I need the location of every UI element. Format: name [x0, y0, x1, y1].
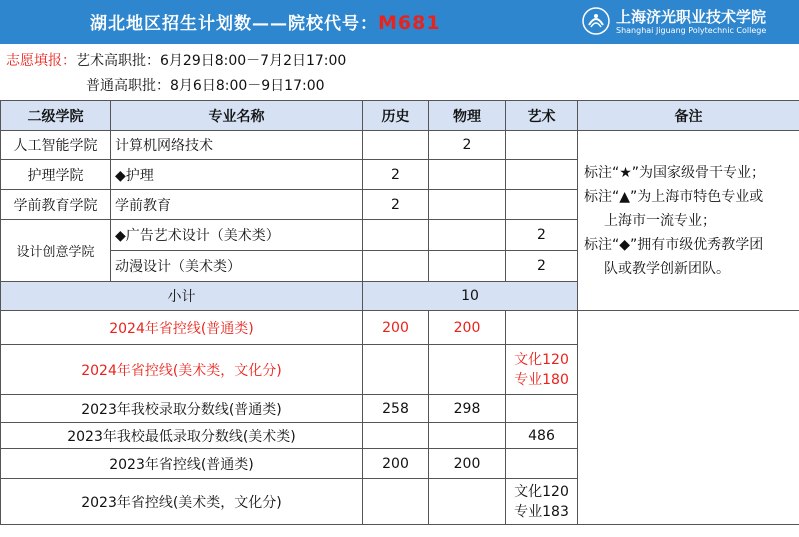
score-physics: 200 [429, 449, 506, 479]
score-history: 258 [363, 395, 429, 423]
art-cell [506, 190, 578, 220]
score-art [506, 479, 578, 525]
score-art [506, 395, 578, 423]
score-label: 2023年我校最低录取分数线(美术类) [1, 423, 363, 449]
header-art: 艺术 [506, 101, 578, 131]
physics-cell [429, 160, 506, 190]
school-code: M681 [378, 12, 441, 34]
history-cell [363, 131, 429, 160]
score-art [506, 449, 578, 479]
score-history [363, 423, 429, 449]
physics-cell [429, 220, 506, 251]
art-cell: 2 [506, 251, 578, 282]
score-label: 2023年省控线(普通类) [1, 449, 363, 479]
remark-line: 上海市一流专业； [604, 212, 716, 229]
notice-art-batch: 艺术高职批：6月29日8:00－7月2日17:00 [76, 53, 347, 69]
logo-chinese-name: 上海济光职业技术学院 [616, 8, 767, 26]
notice-general-batch: 普通高职批：8月6日8:00－9日17:00 [86, 78, 325, 94]
physics-cell: 2 [429, 131, 506, 160]
remark-line: 队或教学创新团队。 [604, 260, 730, 277]
physics-cell [429, 190, 506, 220]
enrollment-plan-table [0, 100, 799, 525]
score-art-culture: 文化120 [514, 483, 569, 500]
physics-cell [429, 251, 506, 282]
history-cell: 2 [363, 160, 429, 190]
header-physics: 物理 [429, 101, 506, 131]
notice-label: 志愿填报： [6, 53, 76, 69]
remark-cell [578, 131, 799, 311]
major-cell: 计算机网络技术 [111, 131, 363, 160]
table-row [1, 131, 799, 160]
table-header-row [1, 101, 799, 131]
header-major: 专业名称 [111, 101, 363, 131]
notice-line-1 [6, 50, 346, 70]
score-label: 2024年省控线(普通类) [1, 311, 363, 345]
score-art-culture: 文化120 [514, 351, 569, 368]
history-cell: 2 [363, 190, 429, 220]
major-cell: ◆广告艺术设计（美术类） [111, 220, 363, 251]
art-cell: 2 [506, 220, 578, 251]
score-art [506, 311, 578, 345]
subtotal-value: 10 [363, 282, 578, 311]
score-history: 200 [363, 311, 429, 345]
major-cell: 学前教育 [111, 190, 363, 220]
score-label: 2024年省控线(美术类，文化分) [1, 345, 363, 395]
college-cell: 学前教育学院 [1, 190, 111, 220]
score-physics [429, 345, 506, 395]
history-cell [363, 251, 429, 282]
college-cell: 护理学院 [1, 160, 111, 190]
score-history [363, 479, 429, 525]
title-text: 湖北地区招生计划数——院校代号： [90, 14, 378, 34]
major-cell: ◆护理 [111, 160, 363, 190]
header-remark: 备注 [578, 101, 799, 131]
remark-line: 标注“★”为国家级骨干专业； [584, 164, 766, 181]
art-cell [506, 160, 578, 190]
score-physics: 200 [429, 311, 506, 345]
score-physics: 298 [429, 395, 506, 423]
score-label: 2023年省控线(美术类，文化分) [1, 479, 363, 525]
history-cell [363, 220, 429, 251]
score-art-major: 专业183 [514, 503, 569, 520]
score-art [506, 345, 578, 395]
school-emblem-icon [582, 7, 610, 35]
remark-line: 标注“◆”拥有市级优秀教学团 [584, 236, 764, 253]
college-cell: 人工智能学院 [1, 131, 111, 160]
notice-line-2 [86, 75, 325, 95]
remark-line: 标注“▲”为上海市特色专业或 [584, 188, 764, 205]
score-art: 486 [506, 423, 578, 449]
subtotal-label: 小计 [1, 282, 363, 311]
score-physics [429, 479, 506, 525]
score-label: 2023年我校录取分数线(普通类) [1, 395, 363, 423]
header-college: 二级学院 [1, 101, 111, 131]
score-physics [429, 423, 506, 449]
page-title [90, 9, 441, 34]
major-cell: 动漫设计（美术类） [111, 251, 363, 282]
header-history: 历史 [363, 101, 429, 131]
score-row [1, 311, 799, 345]
score-art-major: 专业180 [514, 371, 569, 388]
score-history: 200 [363, 449, 429, 479]
remark-empty-cell [578, 311, 799, 525]
art-cell [506, 131, 578, 160]
logo-english-name: Shanghai Jiguang Polytechnic College [616, 26, 767, 35]
score-history [363, 345, 429, 395]
header-banner [0, 0, 799, 44]
college-cell: 设计创意学院 [1, 220, 111, 282]
school-logo [582, 4, 792, 40]
